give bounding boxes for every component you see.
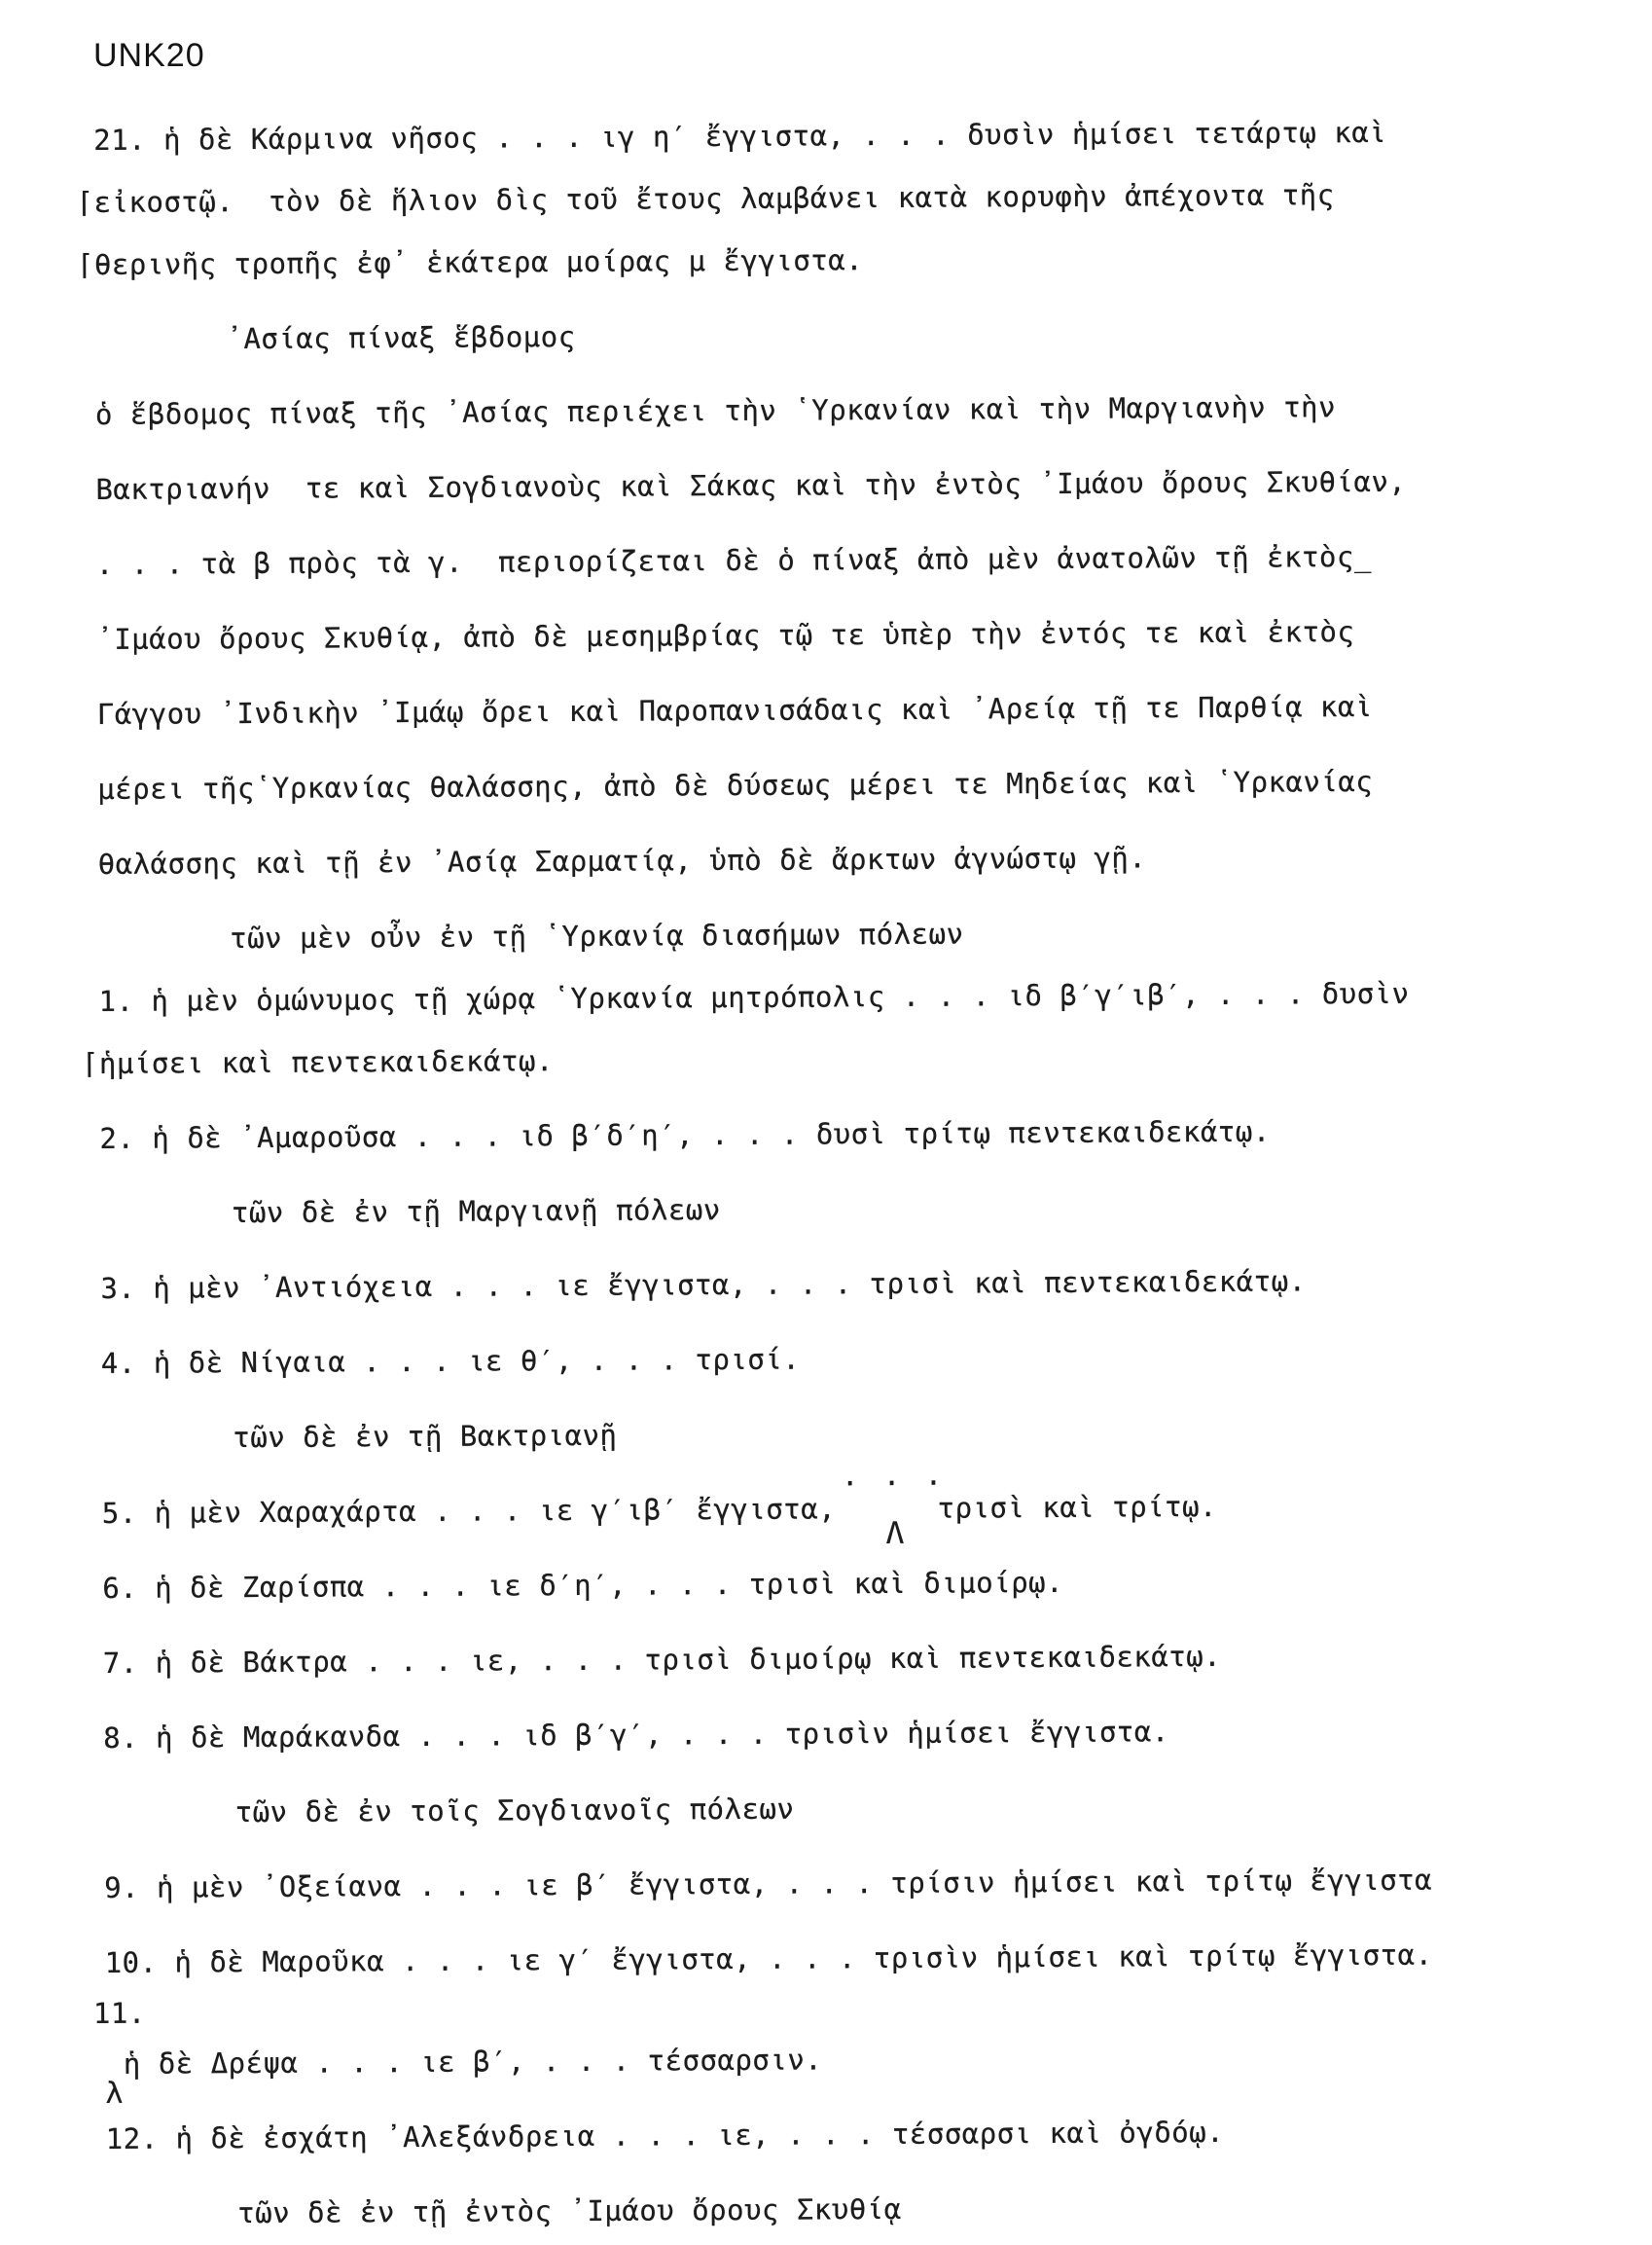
text-fragment: τρισὶ καὶ τρίτῳ. (937, 1489, 1218, 1525)
text-line: 1. ἡ μὲν ὁμώνυμος τῇ χώρᾳ ῾Υρκανία μητρόπολις . . . ιδ β′γ′ιβ′, . . . δυσὶν (98, 976, 1410, 1018)
insertion-caret: λ (105, 2076, 125, 2111)
text-line: ⌈θερινῆς τροπῆς ἐφ᾽ ἑκάτερα μοίρας μ ἔγγιστα. (76, 243, 864, 282)
text-fragment: ἡ δὲ Δρέψα . . . ιε β′, . . . τέσσαρσιν. (123, 2043, 823, 2081)
section-heading-line: τῶν δὲ ἐν τῇ Βακτριανῇ (233, 1418, 618, 1455)
text-line: . . . τὰ β πρὸς τὰ γ. περιορίζεται δὲ ὁ πίναξ ἀπὸ μὲν ἀνατολῶν τῇ ἐκτὸς_ (95, 539, 1372, 581)
text-line: 10. ἡ δὲ Μαροῦκα . . . ιε γ′ ἔγγιστα, . . . τρισὶν ἡμίσει καὶ τρίτῳ ἔγγιστα. (104, 1937, 1433, 1979)
section-heading-line: ᾽Ασίας πίναξ ἕβδομος (226, 319, 576, 356)
document-body (76, 100, 1606, 2245)
section-heading-line: τῶν δὲ ἐν τοῖς Σογδιανοῖς πόλεων (234, 1792, 795, 1829)
text-line (101, 1458, 1602, 1552)
text-line: 4. ἡ δὲ Νίγαια . . . ιε θ′, . . . τρισί. (100, 1342, 801, 1380)
text-line: ⌈ἡμίσει καὶ πεντεκαιδεκάτῳ. (81, 1044, 554, 1081)
insertion-caret: Λ (885, 1515, 905, 1552)
text-line: 11. (92, 1996, 146, 2031)
text-fragment: 5. ἡ μὲν Χαραχάρτα . . . ιε γ′ιβ′ ἔγγιστα, (101, 1492, 837, 1530)
text-line: θαλάσσης καὶ τῇ ἐν ᾽Ασίᾳ Σαρματίᾳ, ὑπὸ δὲ ἄρκτων ἀγνώστῳ γῇ. (97, 841, 1147, 881)
inserted-dots: . . . (841, 1458, 947, 1493)
text-line: 12. ἡ δὲ ἐσχάτη ᾽Αλεξάνδρεια . . . ιε, . . . τέσσαρσι καὶ ὀγδόῳ. (105, 2115, 1225, 2155)
section-heading-line: τῶν μὲν οὖν ἐν τῇ ῾Υρκανίᾳ διασήμων πόλεων (230, 917, 964, 956)
text-line: ᾽Ιμάου ὄρους Σκυθίᾳ, ἀπὸ δὲ μεσημβρίας τῷ τε ὑπὲρ τὴν ἐντός τε καὶ ἐκτὸς (96, 615, 1355, 656)
text-line: ⌈εἰκοστῷ. τὸν δὲ ἥλιον δὶς τοῦ ἔτους λαμβάνει κατὰ κορυφὴν ἀπέχοντα τῆς (76, 178, 1335, 220)
text-line (105, 2024, 1605, 2111)
page-label: UNK20 (93, 37, 205, 74)
text-line: 3. ἡ μὲν ᾽Αντιόχεια . . . ιε ἔγγιστα, . . . τρισὶ καὶ πεντεκαιδεκάτῳ. (100, 1264, 1307, 1305)
text-line: μέρει τῆς῾Υρκανίας θαλάσσης, ἀπὸ δὲ δύσεως μέρει τε Μηδείας καὶ ῾Υρκανίας (97, 764, 1374, 806)
text-line: Βακτριανήν τε καὶ Σογδιανοὺς καὶ Σάκας καὶ τὴν ἐντὸς ᾽Ιμάου ὄρους Σκυθίαν, (95, 464, 1407, 506)
text-line: 2. ἡ δὲ ᾽Αμαροῦσα . . . ιδ β′δ′η′, . . . δυσὶ τρίτῳ πεντεκαιδεκάτῳ. (99, 1114, 1271, 1155)
text-line: Γάγγου ᾽Ινδικὴν ᾽Ιμάῳ ὄρει καὶ Παροπανισάδαις καὶ ᾽Αρείᾳ τῇ τε Παρθίᾳ καὶ (96, 689, 1373, 731)
section-heading-line: τῶν δὲ ἐν τῇ ἐντὸς ᾽Ιμάου ὄρους Σκυθίᾳ (237, 2191, 902, 2230)
text-line: 8. ἡ δὲ Μαράκανδα . . . ιδ β′γ′, . . . τρισὶν ἡμίσει ἔγγιστα. (103, 1715, 1169, 1755)
text-line: 6. ἡ δὲ Ζαρίσπα . . . ιε δ′η′, . . . τρισὶ καὶ διμοίρῳ. (102, 1565, 1064, 1605)
text-line: 9. ἡ μὲν ᾽Οξείανα . . . ιε β′ ἔγγιστα, . . . τρίσιν ἡμίσει καὶ τρίτῳ ἔγγιστα (104, 1863, 1433, 1904)
section-heading-line: τῶν δὲ ἐν τῇ Μαργιανῇ πόλεων (231, 1193, 721, 1230)
text-line: 7. ἡ δὲ Βάκτρα . . . ιε, . . . τρισὶ διμοίρῳ καὶ πεντεκαιδεκάτῳ. (102, 1639, 1222, 1680)
text-line: 21. ἡ δὲ Κάρμινα νῆσος . . . ιγ η′ ἔγγιστα, . . . δυσὶν ἡμίσει τετάρτῳ καὶ (93, 115, 1387, 157)
text-line: ὁ ἕβδομος πίναξ τῆς ᾽Ασίας περιέχει τὴν ῾Υρκανίαν καὶ τὴν Μαργιανὴν τὴν (94, 390, 1337, 431)
